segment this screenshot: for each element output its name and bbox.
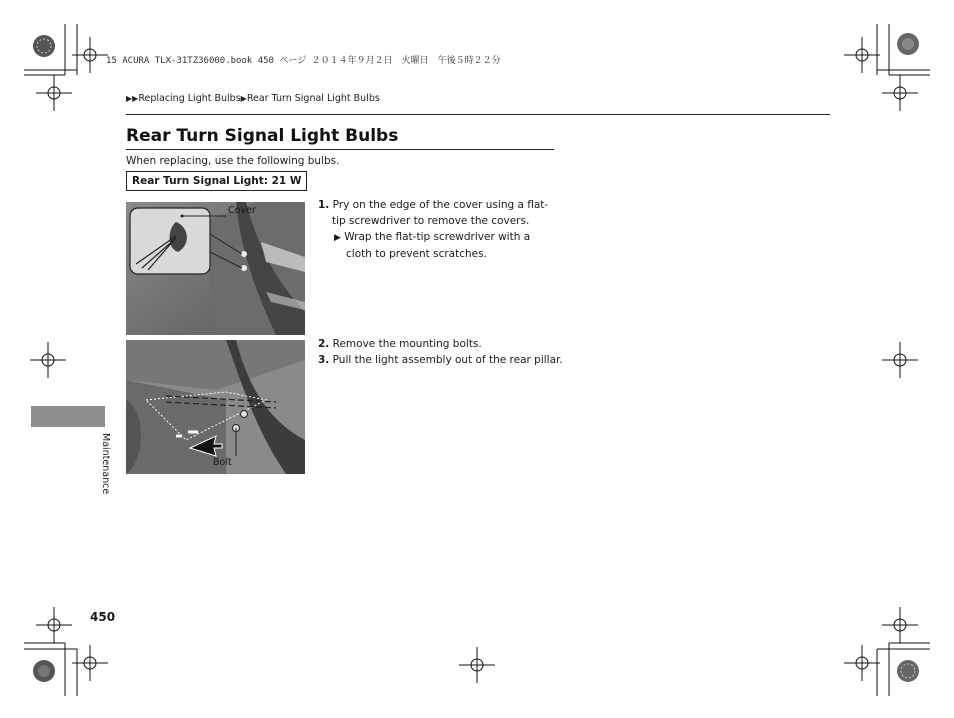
bulb-spec-box: Rear Turn Signal Light: 21 W	[126, 171, 307, 191]
figure-label-bolt: Bolt	[213, 457, 232, 468]
step-number: 3.	[318, 354, 330, 366]
bolt-illustration	[126, 340, 305, 474]
step-number: 1.	[318, 199, 330, 211]
breadcrumb-arrow-icon: ▶	[240, 94, 247, 103]
step-text: Remove the mounting bolts.	[332, 338, 482, 350]
steps-2-3	[318, 336, 568, 368]
title-rule	[126, 149, 554, 150]
breadcrumb	[126, 93, 380, 104]
step-text: Pull the light assembly out of the rear pillar.	[332, 354, 563, 366]
intro-text: When replacing, use the following bulbs.	[126, 155, 340, 167]
figure-label-cover: Cover	[228, 205, 256, 216]
figure-cover-removal	[126, 202, 305, 335]
page-number: 450	[90, 610, 116, 624]
breadcrumb-arrow-icon: ▶▶	[126, 94, 139, 103]
page-title: Rear Turn Signal Light Bulbs	[126, 126, 399, 146]
step-number: 2.	[318, 338, 330, 350]
print-header: 15 ACURA TLX-31TZ36000.book 450 ページ ２０１４年９月２日 火曜日 午後５時２２分	[106, 56, 501, 66]
cover-illustration	[126, 202, 305, 335]
breadcrumb-item-replacing-bulbs[interactable]: Replacing Light Bulbs	[138, 93, 241, 104]
step-text: Pry on the edge of the cover using a flat-tip screwdriver to remove the covers.	[332, 199, 549, 227]
figure-bolt-removal	[126, 340, 305, 474]
note-arrow-icon: ▶	[334, 233, 341, 243]
breadcrumb-item-rear-turn-signal[interactable]: Rear Turn Signal Light Bulbs	[246, 93, 380, 104]
section-label: Maintenance	[100, 433, 111, 495]
header-rule	[126, 114, 830, 115]
step-1	[318, 197, 558, 262]
step-note: Wrap the flat-tip screwdriver with a cloth to prevent scratches.	[344, 231, 531, 260]
section-tab	[31, 406, 105, 427]
